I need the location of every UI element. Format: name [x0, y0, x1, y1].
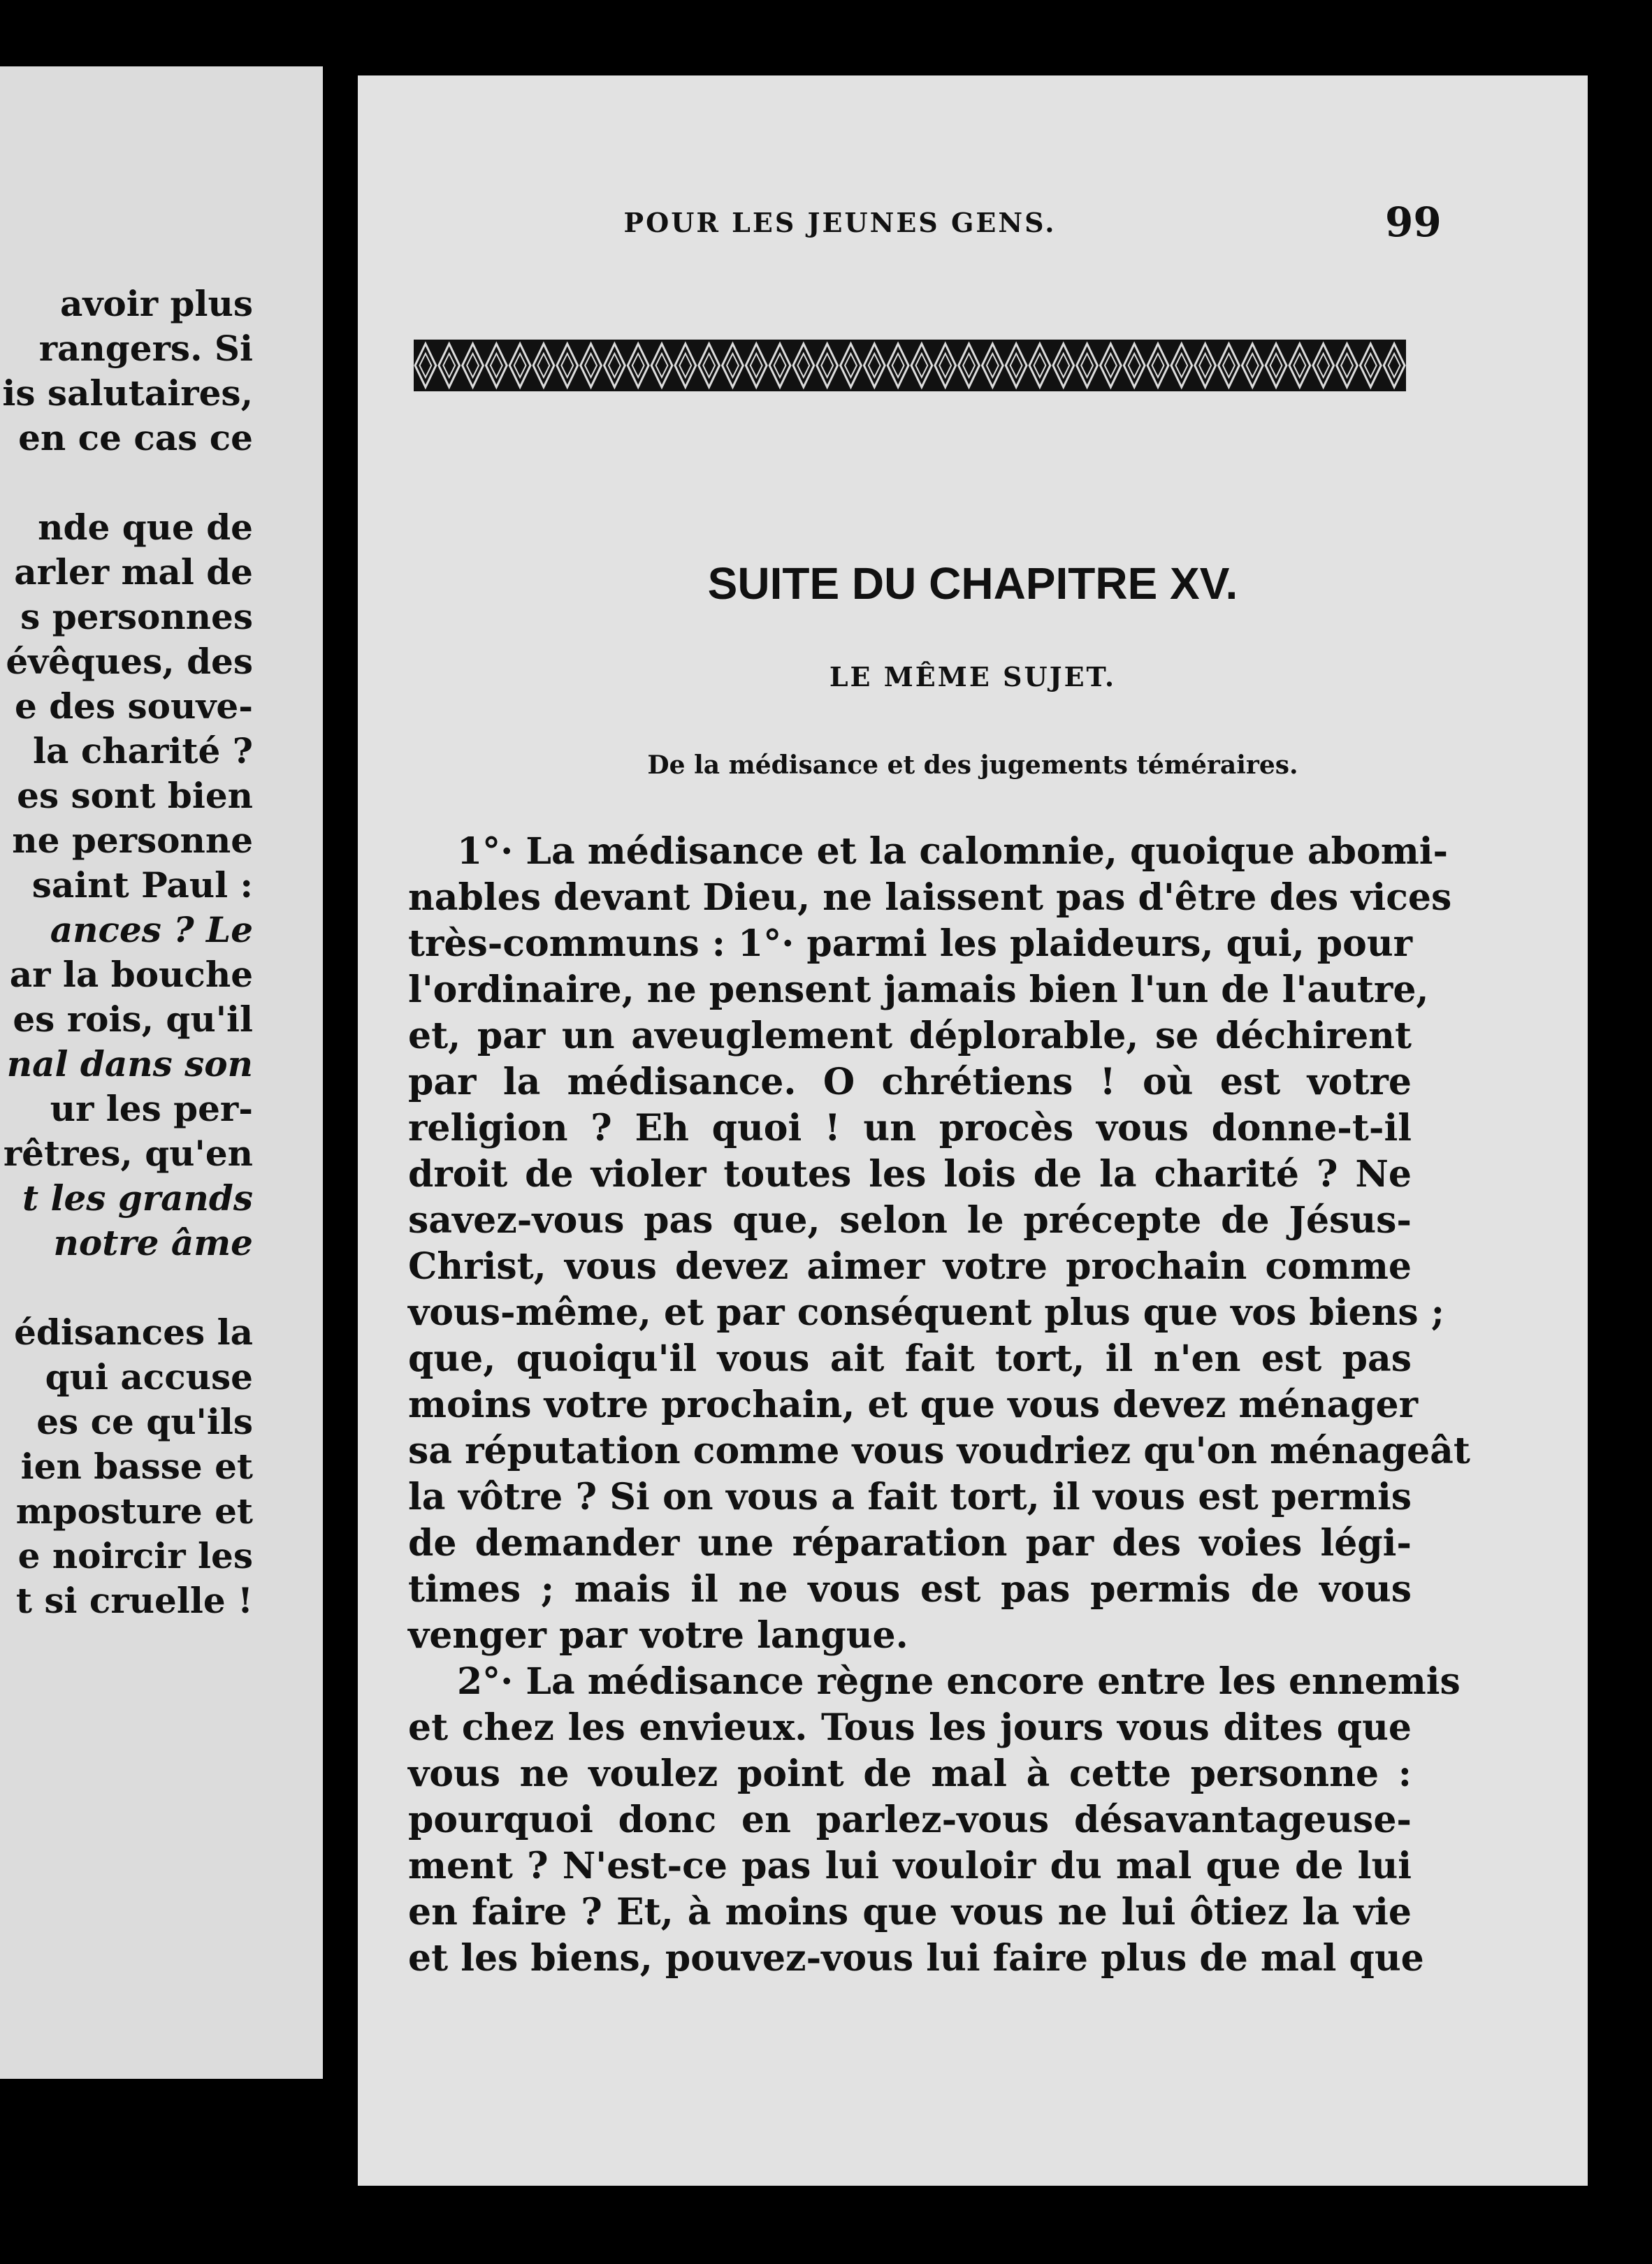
paragraph — [408, 829, 1470, 1659]
left-page-line: évêques, des — [6, 641, 253, 682]
left-page-line: e des souve- — [14, 685, 253, 727]
text-line: 1°· La médisance et la calomnie, quoique abomi- — [457, 830, 1449, 873]
left-page-line: rêtres, qu'en — [3, 1133, 253, 1174]
left-page-line: is salutaires, — [2, 372, 253, 414]
left-page-line: ur les per- — [50, 1088, 253, 1129]
right-page — [358, 75, 1588, 2186]
text-line: la vôtre ? Si on vous a fait tort, il vous est permis — [408, 1476, 1412, 1518]
body-text — [408, 829, 1470, 1982]
left-page-line: qui accuse — [45, 1356, 253, 1398]
text-line: moins votre prochain, et que vous devez ménager — [408, 1384, 1418, 1426]
chapter-title: SUITE DU CHAPITRE XV. — [707, 558, 1238, 609]
section-topic: De la médisance et des jugements téméraires. — [647, 750, 1298, 780]
text-line: pourquoi donc en parlez-vous désavantageuse- — [408, 1799, 1412, 1841]
ornamental-rule-icon — [414, 335, 1406, 396]
text-line: l'ordinaire, ne pensent jamais bien l'un de l'autre, — [408, 968, 1429, 1011]
left-page-line: nal dans son — [6, 1043, 253, 1084]
left-page-line: ien basse et — [20, 1446, 253, 1487]
text-line: religion ? Eh quoi ! un procès vous donne-t-il — [408, 1107, 1412, 1149]
text-line: nables devant Dieu, ne laissent pas d'être des vices — [408, 876, 1452, 919]
left-page-line: saint Paul : — [31, 864, 253, 906]
left-page-line: rangers. Si — [38, 328, 253, 369]
left-page-line: s personnes — [20, 596, 253, 637]
left-page-line: édisances la — [14, 1312, 253, 1353]
text-line: 2°· La médisance règne encore entre les ennemis — [457, 1660, 1461, 1703]
left-page-line: t les grands — [22, 1177, 253, 1219]
left-page-line: nde que de — [38, 507, 253, 548]
text-line: et, par un aveuglement déplorable, se déchirent — [408, 1015, 1412, 1057]
text-line: que, quoiqu'il vous ait fait tort, il n'en est pas — [408, 1337, 1412, 1380]
text-line: ment ? N'est-ce pas lui vouloir du mal que de lui — [408, 1845, 1412, 1887]
left-page-line: es rois, qu'il — [13, 999, 253, 1040]
page-number: 99 — [1385, 198, 1442, 246]
left-page-line: avoir plus — [59, 283, 253, 324]
left-page-line: mposture et — [15, 1490, 253, 1532]
left-page-line: en ce cas ce — [18, 417, 253, 458]
text-line: vous ne voulez point de mal à cette personne : — [408, 1753, 1412, 1795]
text-line: times ; mais il ne vous est pas permis de vous — [408, 1568, 1412, 1611]
text-line: Christ, vous devez aimer votre prochain comme — [408, 1245, 1412, 1288]
text-line: de demander une réparation par des voies légi- — [408, 1522, 1412, 1565]
paragraph — [408, 1659, 1461, 1982]
left-page-fragment — [0, 66, 323, 2079]
left-page-line: ar la bouche — [9, 954, 253, 995]
left-page-line: arler mal de — [14, 551, 253, 593]
text-line: et les biens, pouvez-vous lui faire plus de mal que — [408, 1937, 1424, 1980]
text-line: sa réputation comme vous voudriez qu'on ménageât — [408, 1430, 1470, 1472]
text-line: droit de violer toutes les lois de la charité ? Ne — [408, 1153, 1412, 1196]
text-line: par la médisance. O chrétiens ! où est votre — [408, 1061, 1412, 1103]
text-line: et chez les envieux. Tous les jours vous dites que — [408, 1706, 1412, 1749]
left-page-line: ne personne — [12, 820, 253, 861]
left-page-line: ances ? Le — [50, 909, 253, 950]
text-line: très-communs : 1°· parmi les plaideurs, qui, pour — [408, 922, 1413, 965]
left-page-line: es ce qu'ils — [36, 1401, 253, 1442]
left-page-line: notre âme — [53, 1222, 253, 1263]
left-page-line: t si cruelle ! — [15, 1580, 253, 1621]
left-page-line: e noircir les — [17, 1535, 253, 1576]
text-line: venger par votre langue. — [408, 1614, 908, 1657]
text-line: en faire ? Et, à moins que vous ne lui ôtiez la vie — [408, 1891, 1412, 1933]
running-header: POUR LES JEUNES GENS. — [623, 207, 1057, 238]
section-subtitle: LE MÊME SUJET. — [829, 661, 1117, 692]
left-page-line: la charité ? — [33, 730, 253, 771]
left-page-line: es sont bien — [17, 775, 253, 816]
text-line: vous-même, et par conséquent plus que vos biens ; — [408, 1291, 1444, 1334]
text-line: savez-vous pas que, selon le précepte de Jésus- — [408, 1199, 1412, 1242]
